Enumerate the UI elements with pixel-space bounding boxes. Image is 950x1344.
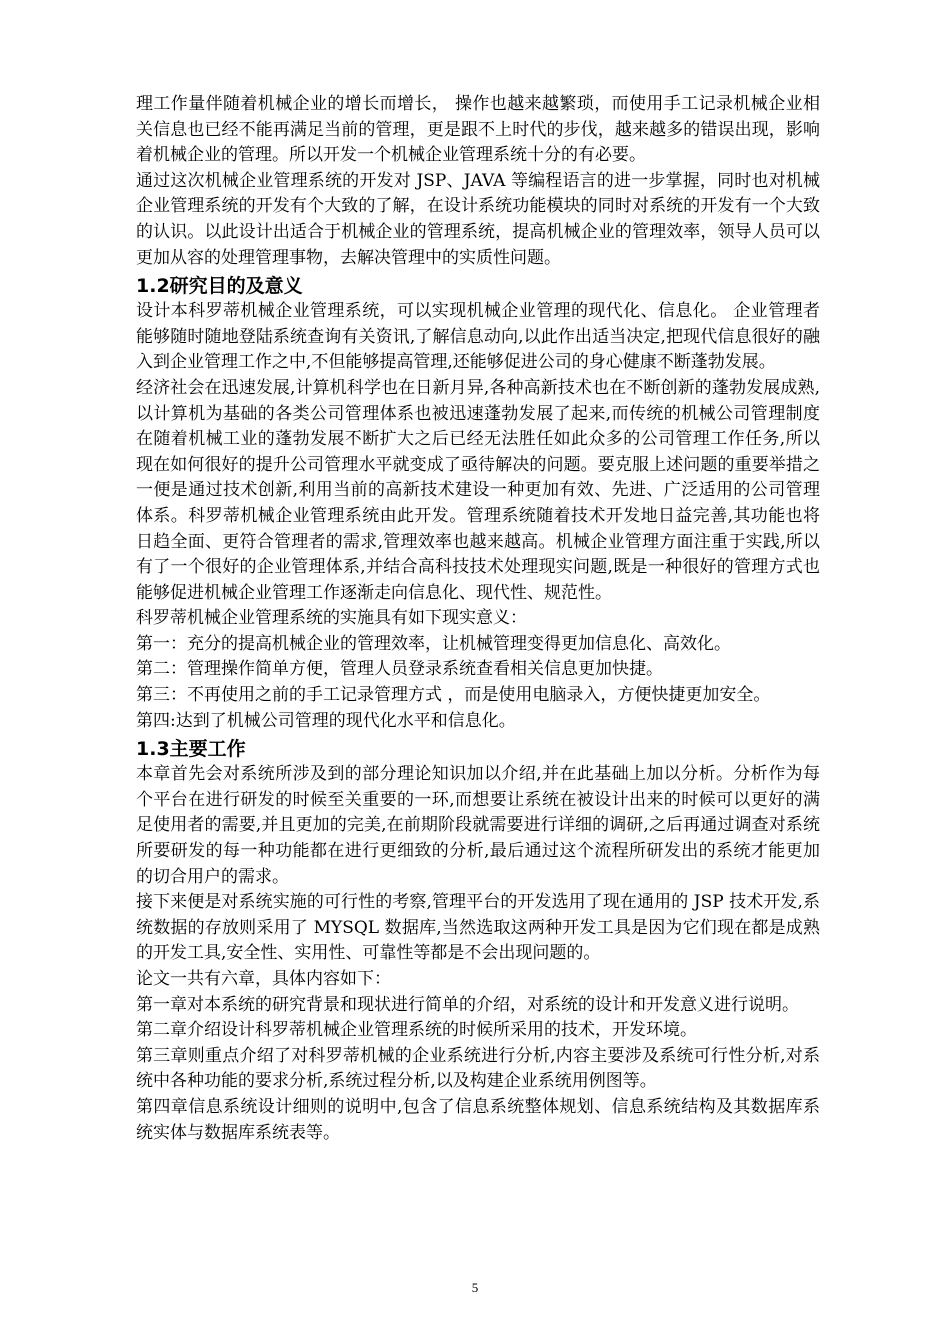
document-body [136,92,820,1146]
section-1-2-paragraph-5: 第二：管理操作简单方便，管理人员登录系统查看相关信息更加快捷。 [136,659,663,680]
section-1-3-paragraph-2: 接下来便是对系统实施的可行性的考察,管理平台的开发选用了现在通用的 JSP 技术开发,系统数据的存放则采用了 MYSQL 数据库,当然选取这两种开发工具是因为它们现在都是成熟的开发工具,安全性、实用性、可靠性等都是不会出现问题的。 [136,892,820,964]
section-heading-1-3: 1.3主要工作 [136,738,246,761]
intro-paragraph-2: 通过这次机械企业管理系统的开发对 JSP、JAVA 等编程语言的进一步掌握，同时也对机械企业管理系统的开发有个大致的了解，在设计系统功能模块的同时对系统的开发有一个大致的认识。以此设计出适合于机械企业的管理系统，提高机械企业的管理效率，领导人员可以更加从容的处理管理事物，去解决管理中的实质性问题。 [136,170,820,268]
section-1-3-paragraph-7: 第四章信息系统设计细则的说明中,包含了信息系统整体规划、信息系统结构及其数据库系统实体与数据库系统表等。 [136,1096,820,1143]
section-1-3-paragraph-1: 本章首先会对系统所涉及到的部分理论知识加以介绍,并在此基础上加以分析。分析作为每个平台在进行研发的时候至关重要的一环,而想要让系统在被设计出来的时候可以更好的满足使用者的需要,并且更加的完美,在前期阶段就需要进行详细的调研,之后再通过调查对系统所要研发的每一种功能都在进行更细致的分析,最后通过这个流程所研发出的系统才能更加的切合用户的需求。 [136,764,820,887]
intro-paragraph-1: 理工作量伴随着机械企业的增长而增长， 操作也越来越繁琐，而使用手工记录机械企业相关信息也已经不能再满足当前的管理，更是跟不上时代的步伐，越来越多的错误出现，影响着机械企业的管理。所以开发一个机械企业管理系统十分的有必要。 [136,94,820,166]
section-1-2-paragraph-3: 科罗蒂机械企业管理系统的实施具有如下现实意义： [136,608,527,629]
section-1-3-paragraph-6: 第三章则重点介绍了对科罗蒂机械的企业系统进行分析,内容主要涉及系统可行性分析,对系统中各种功能的要求分析,系统过程分析,以及构建企业系统用例图等。 [136,1045,820,1092]
section-1-3-paragraph-4: 第一章对本系统的研究背景和现状进行简单的介绍，对系统的设计和开发意义进行说明。 [136,994,799,1015]
section-heading-1-2: 1.2研究目的及意义 [136,275,303,298]
section-1-2-paragraph-4: 第一：充分的提高机械企业的管理效率，让机械管理变得更加信息化、高效化。 [136,633,731,654]
section-1-3-paragraph-5: 第二章介绍设计科罗蒂机械企业管理系统的时候所采用的技术，开发环境。 [136,1020,697,1041]
section-1-2-paragraph-1: 设计本科罗蒂机械企业管理系统，可以实现机械企业管理的现代化、信息化。 企业管理者能够随时随地登陆系统查询有关资讯,了解信息动向,以此作出适当决定,把现代信息很好的融入到企业管理工作之中,不但能够提高管理,还能够促进公司的身心健康不断蓬勃发展。 [136,301,820,373]
page-number: 5 [471,1280,479,1295]
section-1-3-paragraph-3: 论文一共有六章，具体内容如下： [136,969,391,989]
section-1-2-paragraph-7: 第四:达到了机械公司管理的现代化水平和信息化。 [136,710,516,731]
section-1-2-paragraph-2: 经济社会在迅速发展,计算机科学也在日新月异,各种高新技术也在不断创新的蓬勃发展成熟,以计算机为基础的各类公司管理体系也被迅速蓬勃发展了起来,而传统的机械公司管理制度在随着机械工业的蓬勃发展不断扩大之后已经无法胜任如此众多的公司管理工作任务,所以现在如何很好的提升公司管理水平就变成了亟待解决的问题。要克服上述问题的重要举措之一便是通过技术创新,利用当前的高新技术建设一种更加有效、先进、广泛适用的公司管理体系。科罗蒂机械企业管理系统由此开发。管理系统随着技术开发地日益完善,其功能也将日趋全面、更符合管理者的需求,管理效率也越来越高。机械企业管理方面注重于实践,所以有了一个很好的企业管理体系,并结合高科技技术处理现实问题,既是一种很好的管理方式也能够促进机械企业管理工作逐渐走向信息化、现代性、规范性。 [136,377,820,603]
section-1-2-paragraph-6: 第三：不再使用之前的手工记录管理方式 ，而是使用电脑录入，方便快捷更加安全。 [136,685,771,706]
